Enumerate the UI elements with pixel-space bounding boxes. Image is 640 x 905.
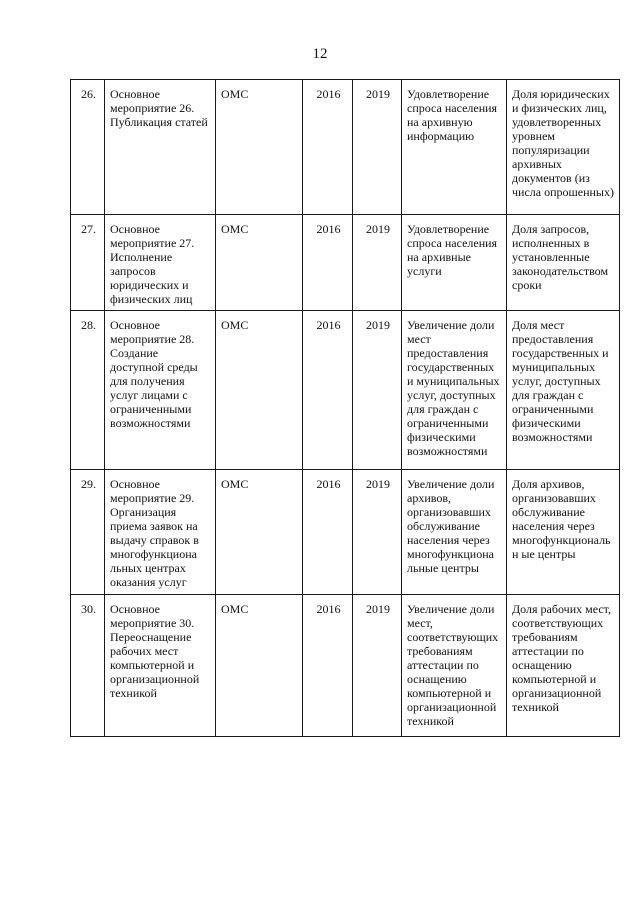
table-row bbox=[71, 470, 620, 595]
row-number-cell: 28. bbox=[71, 311, 105, 470]
event-cell: Основное мероприятие 30. Переоснащение рабочих мест компьютерной и организационной техникой bbox=[105, 595, 216, 737]
expected-result-cell: Удовлетворение спроса населения на архивную информацию bbox=[402, 80, 507, 215]
table-row bbox=[71, 215, 620, 311]
row-number-cell: 29. bbox=[71, 470, 105, 595]
event-cell: Основное мероприятие 28. Создание доступной среды для получения услуг лицами с ограниченными возможностями bbox=[105, 311, 216, 470]
row-number-cell: 27. bbox=[71, 215, 105, 311]
page-number: 12 bbox=[312, 46, 328, 62]
start-year-cell: 2016 bbox=[303, 215, 353, 311]
expected-result-cell: Увеличение доли мест, соответствующих требованиям аттестации по оснащению компьютерной и организационной техникой bbox=[402, 595, 507, 737]
start-year-cell: 2016 bbox=[303, 470, 353, 595]
indicator-cell: Доля рабочих мест, соответствующих требованиям аттестации по оснащению компьютерной и организационной техникой bbox=[507, 595, 620, 737]
table-row bbox=[71, 595, 620, 737]
event-cell: Основное мероприятие 29. Организация приема заявок на выдачу справок в многофункциона льных центрах оказания услуг bbox=[105, 470, 216, 595]
row-number-cell: 26. bbox=[71, 80, 105, 215]
expected-result-cell: Удовлетворение спроса населения на архивные услуги bbox=[402, 215, 507, 311]
executor-cell: ОМС bbox=[216, 80, 303, 215]
table-row bbox=[71, 311, 620, 470]
executor-cell: ОМС bbox=[216, 470, 303, 595]
start-year-cell: 2016 bbox=[303, 80, 353, 215]
end-year-cell: 2019 bbox=[353, 215, 402, 311]
row-number-cell: 30. bbox=[71, 595, 105, 737]
end-year-cell: 2019 bbox=[353, 311, 402, 470]
expected-result-cell: Увеличение доли мест предоставления государственных и муниципальных услуг, доступных для граждан с ограниченными физическими возможностями bbox=[402, 311, 507, 470]
program-events-table bbox=[70, 79, 620, 737]
indicator-cell: Доля архивов, организовавших обслуживание населения через многофункциональн ые центры bbox=[507, 470, 620, 595]
executor-cell: ОМС bbox=[216, 215, 303, 311]
start-year-cell: 2016 bbox=[303, 311, 353, 470]
executor-cell: ОМС bbox=[216, 311, 303, 470]
executor-cell: ОМС bbox=[216, 595, 303, 737]
event-cell: Основное мероприятие 26. Публикация статей bbox=[105, 80, 216, 215]
event-cell: Основное мероприятие 27. Исполнение запросов юридических и физических лиц bbox=[105, 215, 216, 311]
table-row bbox=[71, 80, 620, 215]
indicator-cell: Доля запросов, исполненных в установленные законодательством сроки bbox=[507, 215, 620, 311]
end-year-cell: 2019 bbox=[353, 595, 402, 737]
expected-result-cell: Увеличение доли архивов, организовавших обслуживание населения через многофункциона льные центры bbox=[402, 470, 507, 595]
end-year-cell: 2019 bbox=[353, 80, 402, 215]
indicator-cell: Доля юридических и физических лиц, удовлетворенных уровнем популяризации архивных документов (из числа опрошенных) bbox=[507, 80, 620, 215]
start-year-cell: 2016 bbox=[303, 595, 353, 737]
end-year-cell: 2019 bbox=[353, 470, 402, 595]
indicator-cell: Доля мест предоставления государственных и муниципальных услуг, доступных для граждан с ограниченными физическими возможностями bbox=[507, 311, 620, 470]
